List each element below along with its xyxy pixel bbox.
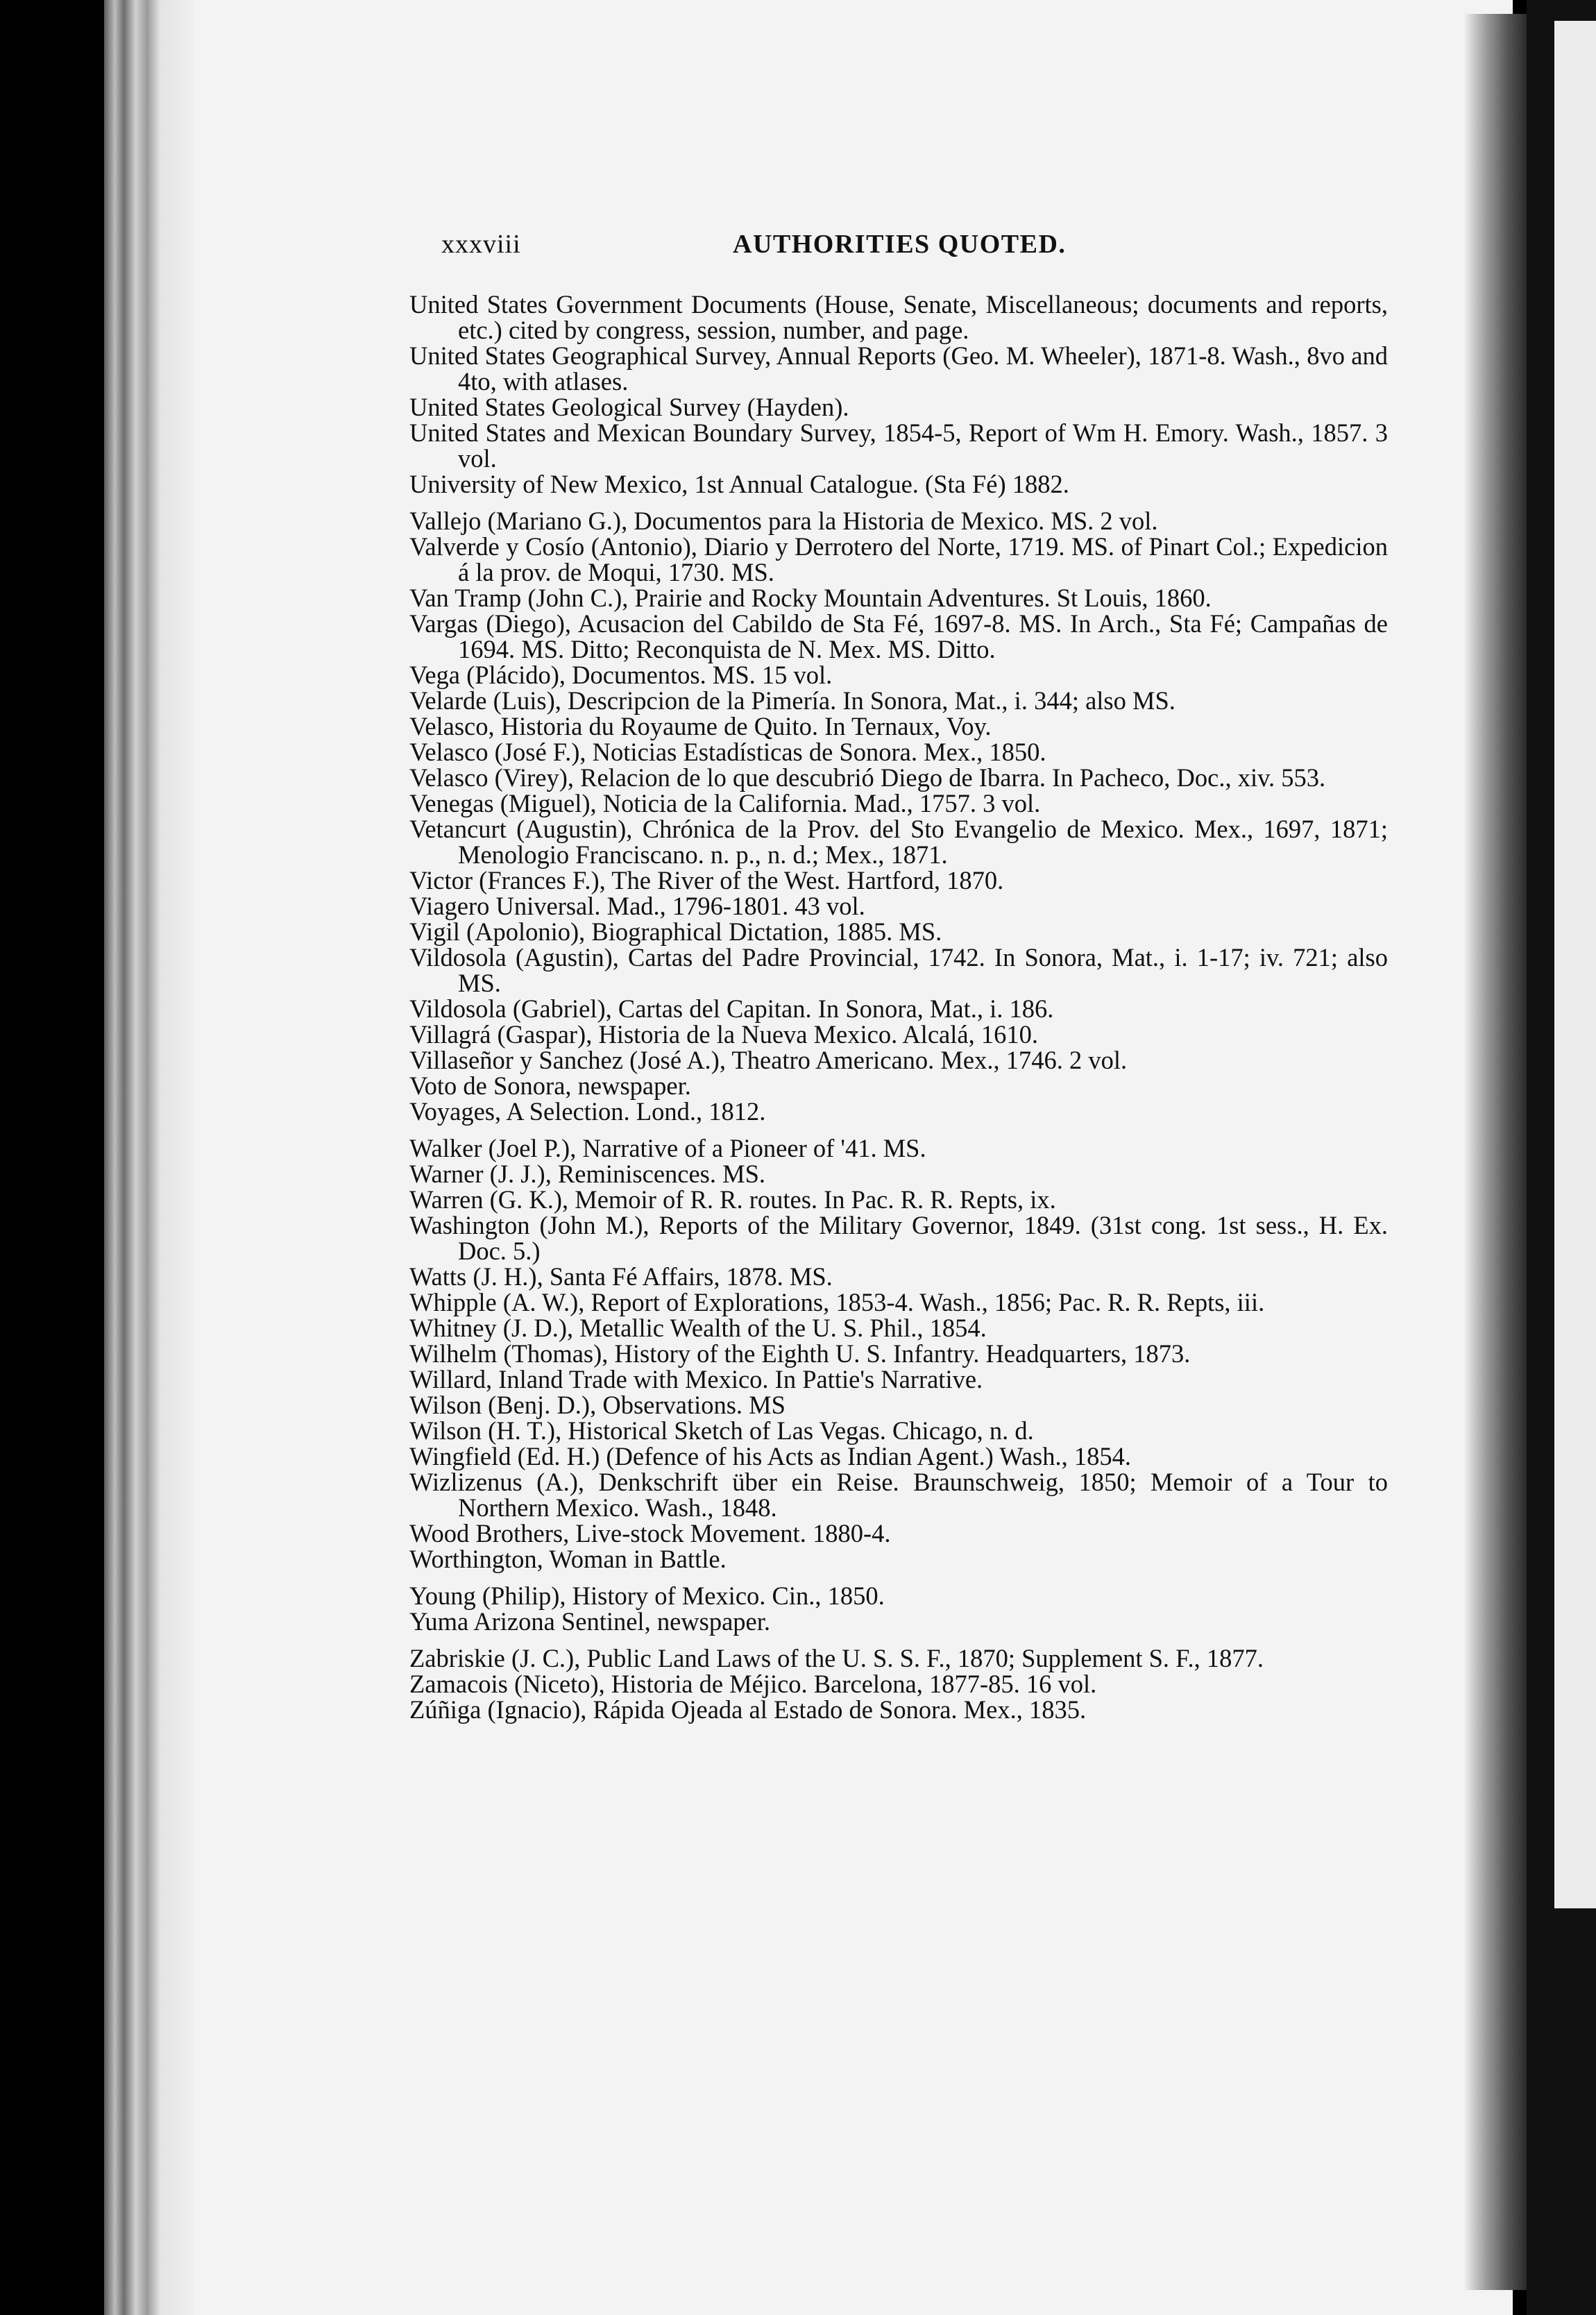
letter-group-y xyxy=(409,1583,1388,1634)
list-item: Voyages, A Selection. Lond., 1812. xyxy=(409,1097,766,1126)
list-item: Wilson (H. T.), Historical Sketch of Las Vegas. Chicago, n. d. xyxy=(409,1416,1034,1445)
list-item: Zabriskie (J. C.), Public Land Laws of the U. S. S. F., 1870; Supplement S. F., 1877. xyxy=(409,1644,1264,1672)
list-item: Vallejo (Mariano G.), Documentos para la Historia de Mexico. MS. 2 vol. xyxy=(409,507,1158,535)
list-item: Wood Brothers, Live-stock Movement. 1880-4. xyxy=(409,1519,891,1547)
list-item: Venegas (Miguel), Noticia de la California. Mad., 1757. 3 vol. xyxy=(409,789,1041,817)
page-number: xxxviii xyxy=(441,230,521,259)
list-item: Vargas (Diego), Acusacion del Cabildo de Sta Fé, 1697-8. MS. In Arch., Sta Fé; Campañas de 1694. MS. Ditto; Reconquista de N. Mex. MS. Ditto. xyxy=(409,609,1388,663)
running-title: AUTHORITIES QUOTED. xyxy=(733,230,1067,259)
page-gutter-edge xyxy=(104,0,194,2315)
list-item: Wingfield (Ed. H.) (Defence of his Acts as Indian Agent.) Wash., 1854. xyxy=(409,1442,1131,1470)
list-item: University of New Mexico, 1st Annual Catalogue. (Sta Fé) 1882. xyxy=(409,470,1069,498)
letter-group-w xyxy=(409,1135,1388,1572)
list-item: Watts (J. H.), Santa Fé Affairs, 1878. MS. xyxy=(409,1262,833,1291)
list-item: Villaseñor y Sanchez (José A.), Theatro Americano. Mex., 1746. 2 vol. xyxy=(409,1046,1128,1074)
page-fore-edge xyxy=(1464,14,1527,2290)
list-item: United States Government Documents (House, Senate, Miscellaneous; documents and reports, etc.) cited by congress, session, number, and page. xyxy=(409,290,1388,344)
list-item: Vildosola (Gabriel), Cartas del Capitan. In Sonora, Mat., i. 186. xyxy=(409,994,1054,1023)
list-item: Wizlizenus (A.), Denkschrift über ein Reise. Braunschweig, 1850; Memoir of a Tour to Northern Mexico. Wash., 1848. xyxy=(409,1468,1388,1522)
letter-group-z xyxy=(409,1645,1388,1722)
list-item: Warner (J. J.), Reminiscences. MS. xyxy=(409,1160,766,1188)
list-item: United States Geological Survey (Hayden). xyxy=(409,393,849,421)
list-item: United States and Mexican Boundary Survey, 1854-5, Report of Wm H. Emory. Wash., 1857. 3 vol. xyxy=(409,418,1388,473)
list-item: Whipple (A. W.), Report of Explorations, 1853-4. Wash., 1856; Pac. R. R. Repts, iii. xyxy=(409,1288,1265,1316)
list-item: Victor (Frances F.), The River of the West. Hartford, 1870. xyxy=(409,866,1004,894)
list-item: Washington (John M.), Reports of the Military Governor, 1849. (31st cong. 1st sess., H. Ex. Doc. 5.) xyxy=(409,1211,1388,1265)
list-item: Van Tramp (John C.), Prairie and Rocky Mountain Adventures. St Louis, 1860. xyxy=(409,584,1212,612)
list-item: Worthington, Woman in Battle. xyxy=(409,1545,727,1573)
list-item: Valverde y Cosío (Antonio), Diario y Derrotero del Norte, 1719. MS. of Pinart Col.; Expedicion á la prov. de Moqui, 1730. MS. xyxy=(409,532,1388,586)
list-item: Vigil (Apolonio), Biographical Dictation, 1885. MS. xyxy=(409,917,942,946)
list-item: Young (Philip), History of Mexico. Cin., 1850. xyxy=(409,1582,885,1610)
list-item: Warren (G. K.), Memoir of R. R. routes. In Pac. R. R. Repts, ix. xyxy=(409,1185,1056,1214)
page-header xyxy=(441,229,1371,271)
letter-group-u xyxy=(409,291,1388,497)
list-item: Wilson (Benj. D.), Observations. MS xyxy=(409,1391,786,1419)
list-item: Walker (Joel P.), Narrative of a Pioneer of '41. MS. xyxy=(409,1134,926,1162)
list-item: Vega (Plácido), Documentos. MS. 15 vol. xyxy=(409,661,833,689)
list-item: Velasco (Virey), Relacion de lo que descubrió Diego de Ibarra. In Pacheco, Doc., xiv. 553. xyxy=(409,763,1326,792)
list-item: Velarde (Luis), Descripcion de la Pimería. In Sonora, Mat., i. 344; also MS. xyxy=(409,686,1175,715)
list-item: Viagero Universal. Mad., 1796-1801. 43 vol. xyxy=(409,892,865,920)
list-item: Vetancurt (Augustin), Chrónica de la Prov. del Sto Evangelio de Mexico. Mex., 1697, 1871; Menologio Franciscano. n. p., n. d.; Mex., 1871. xyxy=(409,815,1388,869)
list-item: Zúñiga (Ignacio), Rápida Ojeada al Estado de Sonora. Mex., 1835. xyxy=(409,1695,1087,1724)
list-item: Velasco, Historia du Royaume de Quito. In Ternaux, Voy. xyxy=(409,712,992,740)
list-item: United States Geographical Survey, Annual Reports (Geo. M. Wheeler), 1871-8. Wash., 8vo and 4to, with atlases. xyxy=(409,341,1388,396)
list-item: Vildosola (Agustin), Cartas del Padre Provincial, 1742. In Sonora, Mat., i. 1-17; iv. 721; also MS. xyxy=(409,943,1388,997)
authorities-list xyxy=(409,291,1388,1733)
list-item: Yuma Arizona Sentinel, newspaper. xyxy=(409,1607,771,1636)
next-page-sliver xyxy=(1554,21,1596,1908)
letter-group-v xyxy=(409,508,1388,1124)
list-item: Whitney (J. D.), Metallic Wealth of the U. S. Phil., 1854. xyxy=(409,1314,987,1342)
list-item: Willard, Inland Trade with Mexico. In Pattie's Narrative. xyxy=(409,1365,983,1393)
list-item: Villagrá (Gaspar), Historia de la Nueva Mexico. Alcalá, 1610. xyxy=(409,1020,1038,1049)
list-item: Voto de Sonora, newspaper. xyxy=(409,1071,691,1100)
list-item: Zamacois (Niceto), Historia de Méjico. Barcelona, 1877-85. 16 vol. xyxy=(409,1670,1097,1698)
list-item: Wilhelm (Thomas), History of the Eighth U. S. Infantry. Headquarters, 1873. xyxy=(409,1339,1191,1368)
list-item: Velasco (José F.), Noticias Estadísticas de Sonora. Mex., 1850. xyxy=(409,738,1046,766)
